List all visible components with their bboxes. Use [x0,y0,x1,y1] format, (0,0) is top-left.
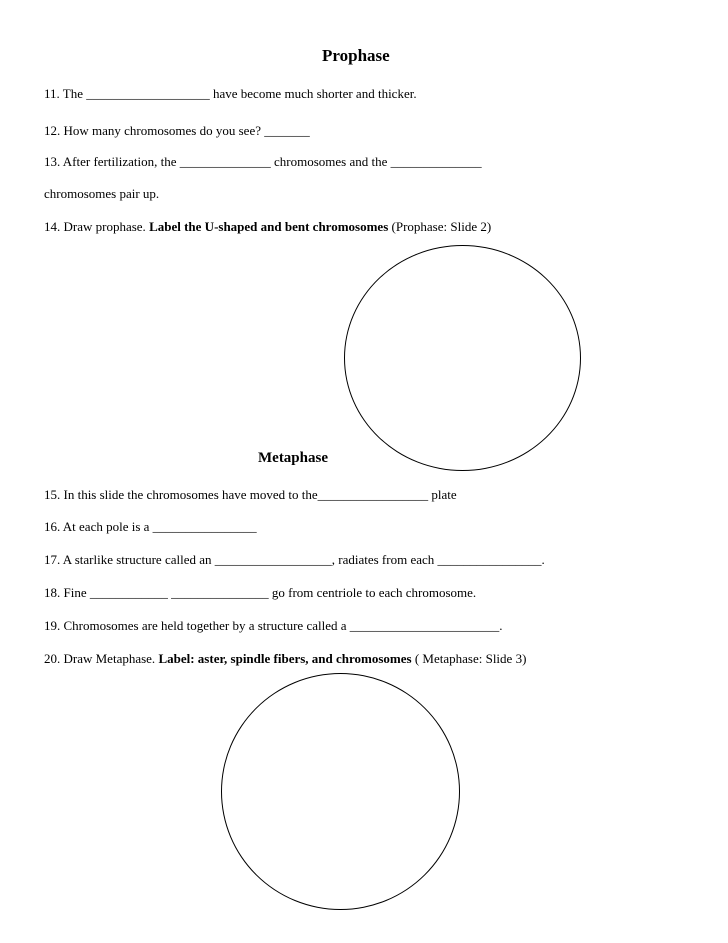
question-18: 18. Fine ____________ _______________ go from centriole to each chromosome. [44,585,477,600]
question-19: 19. Chromosomes are held together by a structure called a _______________________. [44,618,503,633]
question-20-prefix: 20. Draw Metaphase. [44,651,159,666]
question-16: 16. At each pole is a ________________ [44,519,257,534]
question-14 [44,219,491,235]
question-11: 11. The ___________________ have become much shorter and thicker. [44,86,417,101]
question-20-instruction: Label: aster, spindle fibers, and chromosomes [158,651,412,666]
question-14-suffix: (Prophase: Slide 2) [388,219,492,234]
question-14-instruction: Label the U-shaped and bent chromosomes [149,219,389,234]
metaphase-drawing-circle[interactable] [221,673,460,910]
question-17: 17. A starlike structure called an __________________, radiates from each ________________. [44,552,545,567]
prophase-heading: Prophase [322,46,390,65]
question-13-line-2: chromosomes pair up. [44,186,160,201]
prophase-drawing-circle[interactable] [344,245,581,471]
question-12: 12. How many chromosomes do you see? _______ [44,123,310,138]
question-13-line-1: 13. After fertilization, the ______________ chromosomes and the ______________ [44,154,482,169]
metaphase-heading: Metaphase [258,450,328,466]
question-14-prefix: 14. Draw prophase. [44,219,150,234]
question-20 [44,651,526,667]
question-15: 15. In this slide the chromosomes have moved to the_________________ plate [44,487,457,502]
question-20-suffix: ( Metaphase: Slide 3) [411,651,527,666]
